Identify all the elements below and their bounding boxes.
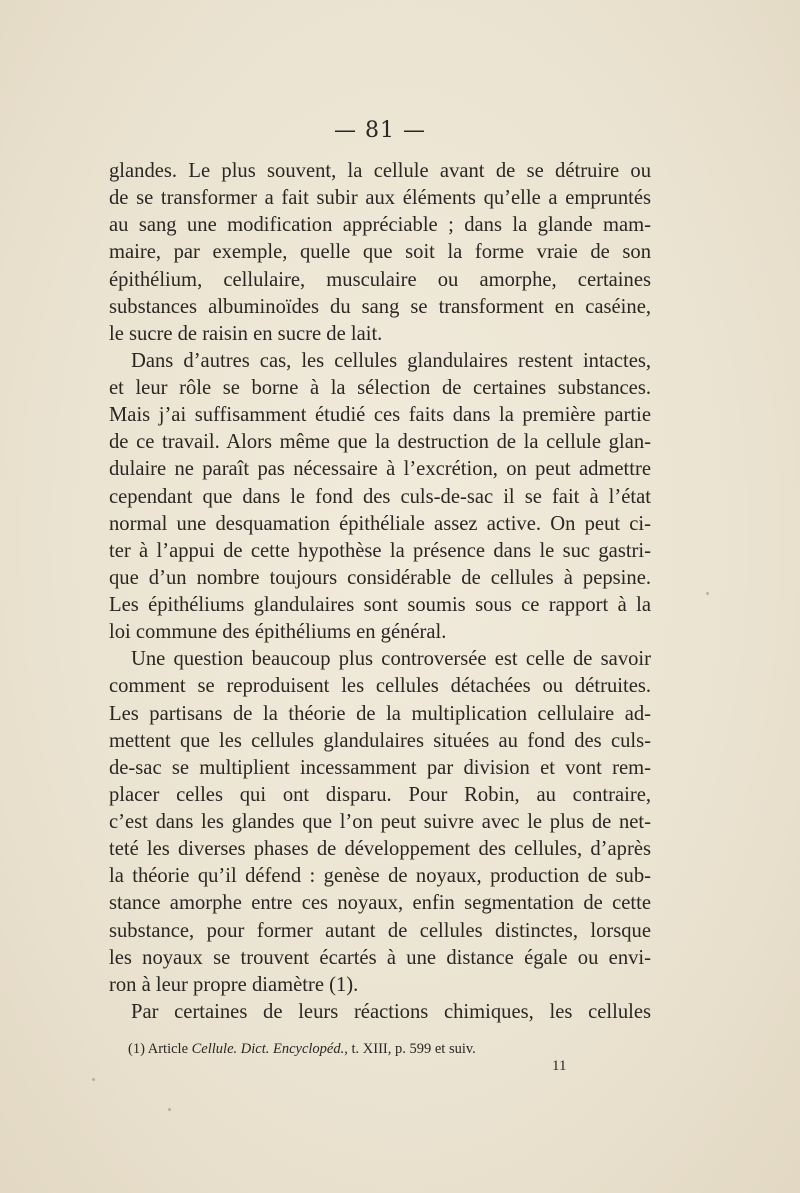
text-line: au sang une modification appréciable ; dans la glande mam- [109,214,651,237]
body-text [109,158,651,1026]
page-number: — 81 — [334,118,426,143]
text-line: comment se reproduisent les cellules détachées ou détruites. [109,675,651,698]
text-line: Une question beaucoup plus controversée est celle de savoir [131,648,651,671]
text-line: c’est dans les glandes que l’on peut suivre avec le plus de net- [109,811,651,833]
text-line: épithélium, cellulaire, musculaire ou amorphe, certaines [109,268,651,291]
text-line: placer celles qui ont disparu. Pour Robin, au contraire, [109,783,651,806]
text-line: glandes. Le plus souvent, la cellule avant de se détruire ou [109,160,651,182]
paper-speck [92,1078,95,1081]
footnote-prefix: Article [147,1041,189,1057]
text-line: Par certaines de leurs réactions chimiques, les cellules [131,1000,651,1023]
text-line: loi commune des épithéliums en général. [109,621,447,644]
footnote [128,1041,628,1058]
footnote-suffix: , t. XIII, p. 599 et suiv. [344,1041,476,1057]
text-line: maire, par exemple, quelle que soit la forme vraie de son [109,241,651,264]
text-line: stance amorphe entre ces noyaux, enfin segmentation de cette [109,892,651,915]
text-line: Les épithéliums glandulaires sont soumis sous ce rapport à la [109,594,651,616]
text-line: Mais j’ai suffisamment étudié ces faits dans la première partie [109,404,651,427]
text-line: dulaire ne paraît pas nécessaire à l’excrétion, on peut admettre [109,458,651,481]
text-line: normal une desquamation épithéliale assez active. On peut ci- [109,512,651,535]
text-line: teté les diverses phases de développement des cellules, d’après [109,838,651,861]
text-line: les noyaux se trouvent écartés à une distance égale ou envi- [109,946,651,969]
paper-speck [168,1108,171,1111]
text-line: de ce travail. Alors même que la destruction de la cellule glan- [109,431,651,454]
text-line: que d’un nombre toujours considérable de cellules à pepsine. [109,566,651,589]
text-line: la théorie qu’il défend : genèse de noyaux, production de sub- [109,865,651,888]
text-line: le sucre de raisin en sucre de lait. [109,322,383,345]
signature-mark: 11 [552,1058,567,1074]
paper-speck [706,592,709,595]
text-line: de se transformer a fait subir aux éléments qu’elle a empruntés [109,187,651,210]
text-line: mettent que les cellules glandulaires situées au fond des culs- [109,729,651,752]
text-line: Les partisans de la théorie de la multiplication cellulaire ad- [109,702,651,725]
text-line: substances albuminoïdes du sang se transforment en caséine, [109,295,651,318]
text-line: substance, pour former autant de cellules distinctes, lorsque [109,919,651,942]
footnote-marker: (1) [128,1041,145,1057]
text-line: ron à leur propre diamètre (1). [109,973,359,996]
text-line: de-sac se multiplient incessamment par division et vont rem- [109,756,651,779]
footnote-title: Cellule. Dict. Encyclopéd. [191,1041,345,1057]
text-line: cependant que dans le fond des culs-de-sac il se fait à l’état [109,485,651,508]
text-line: Dans d’autres cas, les cellules glandulaires restent intactes, [131,349,651,372]
text-line: et leur rôle se borne à la sélection de certaines substances. [109,377,651,399]
text-line: ter à l’appui de cette hypothèse la présence dans le suc gastri- [109,539,651,562]
